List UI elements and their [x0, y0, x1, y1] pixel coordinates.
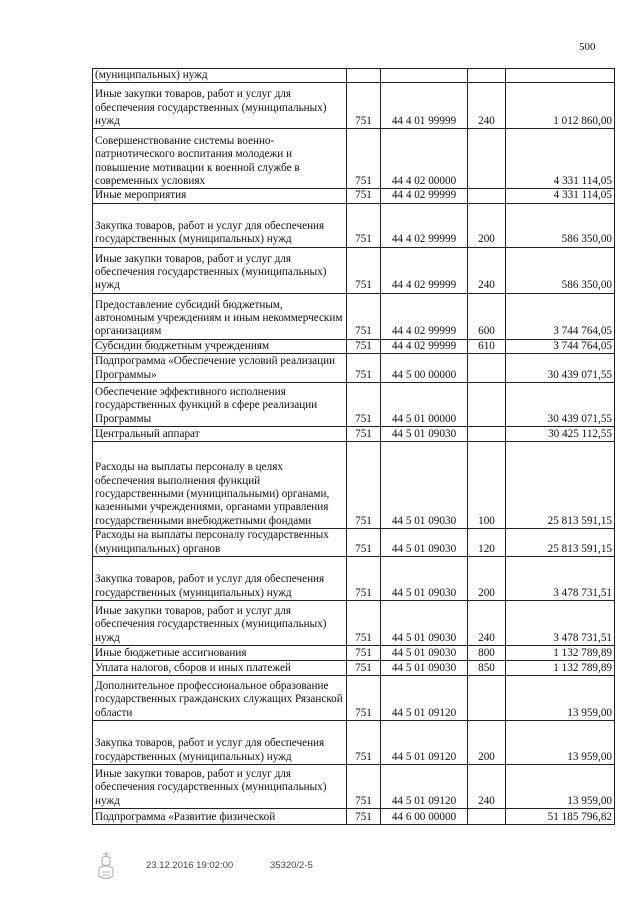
- row-kind: 850: [468, 661, 506, 676]
- table-row: [93, 203, 615, 247]
- row-kind: 240: [468, 83, 506, 129]
- row-kind: [468, 189, 506, 203]
- row-sum: 30 425 112,55: [506, 427, 615, 442]
- table-row: [93, 293, 615, 339]
- row-article: 44 4 01 99999: [381, 83, 468, 129]
- row-article: 44 4 02 99999: [381, 247, 468, 293]
- row-name: Расходы на выплаты персоналу государственных (муниципальных) органов: [93, 529, 347, 557]
- row-name: Совершенствование системы военно-патриотического воспитания молодежи и повышение мотивации к военной службе в современных условиях: [93, 129, 347, 189]
- table-row: [93, 189, 615, 203]
- row-name: Обеспечение эффективного исполнения государственных функций в сфере реализации Программы: [93, 383, 347, 427]
- table-row: [93, 601, 615, 646]
- row-code: 751: [347, 442, 381, 529]
- budget-table: [92, 68, 615, 825]
- table-row: [93, 69, 615, 83]
- row-sum: 3 478 731,51: [506, 601, 615, 646]
- row-kind: [468, 383, 506, 427]
- row-name: Центральный аппарат: [93, 427, 347, 442]
- row-kind: 100: [468, 442, 506, 529]
- row-name: Иные закупки товаров, работ и услуг для обеспечения государственных (муниципальных) нужд: [93, 247, 347, 293]
- row-name: (муниципальных) нужд: [93, 69, 347, 83]
- row-kind: [468, 676, 506, 721]
- row-kind: [468, 427, 506, 442]
- row-kind: 610: [468, 339, 506, 353]
- row-article: 44 5 00 00000: [381, 354, 468, 383]
- row-sum: 3 744 764,05: [506, 339, 615, 353]
- row-name: Дополнительное профессиональное образование государственных гражданских служащих Рязанской области: [93, 676, 347, 721]
- table-row: [93, 83, 615, 129]
- table-row: [93, 383, 615, 427]
- row-name: Расходы на выплаты персоналу в целях обеспечения выполнения функций государственными (муниципальными) органами, казенными учреждениями, органами управления государственными внебюджетными фондами: [93, 442, 347, 529]
- row-name: Субсидии бюджетным учреждениям: [93, 339, 347, 353]
- row-sum: 51 185 796,82: [506, 809, 615, 825]
- row-article: 44 5 01 09030: [381, 601, 468, 646]
- row-sum: 3 478 731,51: [506, 557, 615, 601]
- table-row: [93, 339, 615, 353]
- row-sum: 13 959,00: [506, 676, 615, 721]
- row-kind: 600: [468, 293, 506, 339]
- row-code: 751: [347, 809, 381, 825]
- row-sum: 30 439 071,55: [506, 354, 615, 383]
- row-sum: 4 331 114,05: [506, 129, 615, 189]
- row-code: 751: [347, 383, 381, 427]
- row-sum: 25 813 591,15: [506, 442, 615, 529]
- row-name: Закупка товаров, работ и услуг для обеспечения государственных (муниципальных) нужд: [93, 203, 347, 247]
- row-kind: 200: [468, 203, 506, 247]
- row-sum: 13 959,00: [506, 721, 615, 765]
- row-article: 44 5 01 09120: [381, 676, 468, 721]
- table-row: [93, 354, 615, 383]
- row-article: 44 5 01 09030: [381, 661, 468, 676]
- row-code: 751: [347, 557, 381, 601]
- row-sum: 586 350,00: [506, 247, 615, 293]
- row-article: 44 5 01 09120: [381, 765, 468, 809]
- row-article: 44 5 01 00000: [381, 383, 468, 427]
- row-article: 44 4 02 99999: [381, 339, 468, 353]
- row-article: 44 5 01 09030: [381, 646, 468, 661]
- row-name: Уплата налогов, сборов и иных платежей: [93, 661, 347, 676]
- footer-doc-id: 35320/2-5: [270, 860, 313, 871]
- row-code: 751: [347, 129, 381, 189]
- row-name: Иные закупки товаров, работ и услуг для обеспечения государственных (муниципальных) нужд: [93, 83, 347, 129]
- row-code: 751: [347, 427, 381, 442]
- row-kind: [468, 354, 506, 383]
- row-code: 751: [347, 601, 381, 646]
- footer-datetime: 23.12.2016 19:02:00: [146, 860, 234, 871]
- row-article: 44 4 02 00000: [381, 129, 468, 189]
- row-name: Закупка товаров, работ и услуг для обеспечения государственных (муниципальных) нужд: [93, 721, 347, 765]
- row-kind: [468, 809, 506, 825]
- table-row: [93, 721, 615, 765]
- row-code: 751: [347, 721, 381, 765]
- row-sum: 25 813 591,15: [506, 529, 615, 557]
- row-code: 751: [347, 293, 381, 339]
- row-name: Закупка товаров, работ и услуг для обеспечения государственных (муниципальных) нужд: [93, 557, 347, 601]
- row-code: 751: [347, 189, 381, 203]
- row-code: 751: [347, 247, 381, 293]
- table-row: [93, 247, 615, 293]
- row-sum: 30 439 071,55: [506, 383, 615, 427]
- row-code: 751: [347, 765, 381, 809]
- row-kind: 800: [468, 646, 506, 661]
- row-name: Предоставление субсидий бюджетным, автономным учреждениям и иным некоммерческим организациям: [93, 293, 347, 339]
- row-kind: [468, 69, 506, 83]
- table-row: [93, 557, 615, 601]
- row-article: 44 5 01 09030: [381, 557, 468, 601]
- row-kind: 240: [468, 601, 506, 646]
- row-code: 751: [347, 676, 381, 721]
- row-code: 751: [347, 339, 381, 353]
- row-name: Подпрограмма «Развитие физической: [93, 809, 347, 825]
- table-row: [93, 661, 615, 676]
- row-name: Иные мероприятия: [93, 189, 347, 203]
- budget-table-body: [93, 69, 615, 825]
- table-row: [93, 809, 615, 825]
- row-code: 751: [347, 354, 381, 383]
- row-sum: 1 132 789,89: [506, 646, 615, 661]
- page-number: 500: [579, 41, 596, 53]
- table-row: [93, 427, 615, 442]
- row-sum: 3 744 764,05: [506, 293, 615, 339]
- table-row: [93, 676, 615, 721]
- row-kind: 240: [468, 765, 506, 809]
- row-code: 751: [347, 203, 381, 247]
- row-article: 44 5 01 09030: [381, 442, 468, 529]
- row-sum: [506, 69, 615, 83]
- row-sum: 1 012 860,00: [506, 83, 615, 129]
- row-code: 751: [347, 661, 381, 676]
- emblem-icon: [96, 850, 116, 884]
- row-kind: 200: [468, 721, 506, 765]
- row-sum: 4 331 114,05: [506, 189, 615, 203]
- row-article: 44 4 02 99999: [381, 203, 468, 247]
- row-kind: [468, 129, 506, 189]
- row-kind: 200: [468, 557, 506, 601]
- row-article: 44 6 00 00000: [381, 809, 468, 825]
- row-code: [347, 69, 381, 83]
- table-row: [93, 129, 615, 189]
- row-sum: 13 959,00: [506, 765, 615, 809]
- row-code: 751: [347, 646, 381, 661]
- row-kind: 120: [468, 529, 506, 557]
- table-row: [93, 765, 615, 809]
- row-name: Иные бюджетные ассигнования: [93, 646, 347, 661]
- row-article: 44 4 02 99999: [381, 293, 468, 339]
- row-article: 44 5 01 09030: [381, 529, 468, 557]
- table-row: [93, 529, 615, 557]
- row-article: 44 5 01 09120: [381, 721, 468, 765]
- row-article: [381, 69, 468, 83]
- table-row: [93, 646, 615, 661]
- row-name: Иные закупки товаров, работ и услуг для обеспечения государственных (муниципальных) нужд: [93, 765, 347, 809]
- row-name: Иные закупки товаров, работ и услуг для обеспечения государственных (муниципальных) нужд: [93, 601, 347, 646]
- row-article: 44 4 02 99999: [381, 189, 468, 203]
- row-sum: 586 350,00: [506, 203, 615, 247]
- row-code: 751: [347, 529, 381, 557]
- row-sum: 1 132 789,89: [506, 661, 615, 676]
- row-code: 751: [347, 83, 381, 129]
- row-kind: 240: [468, 247, 506, 293]
- row-name: Подпрограмма «Обеспечение условий реализации Программы»: [93, 354, 347, 383]
- table-row: [93, 442, 615, 529]
- row-article: 44 5 01 09030: [381, 427, 468, 442]
